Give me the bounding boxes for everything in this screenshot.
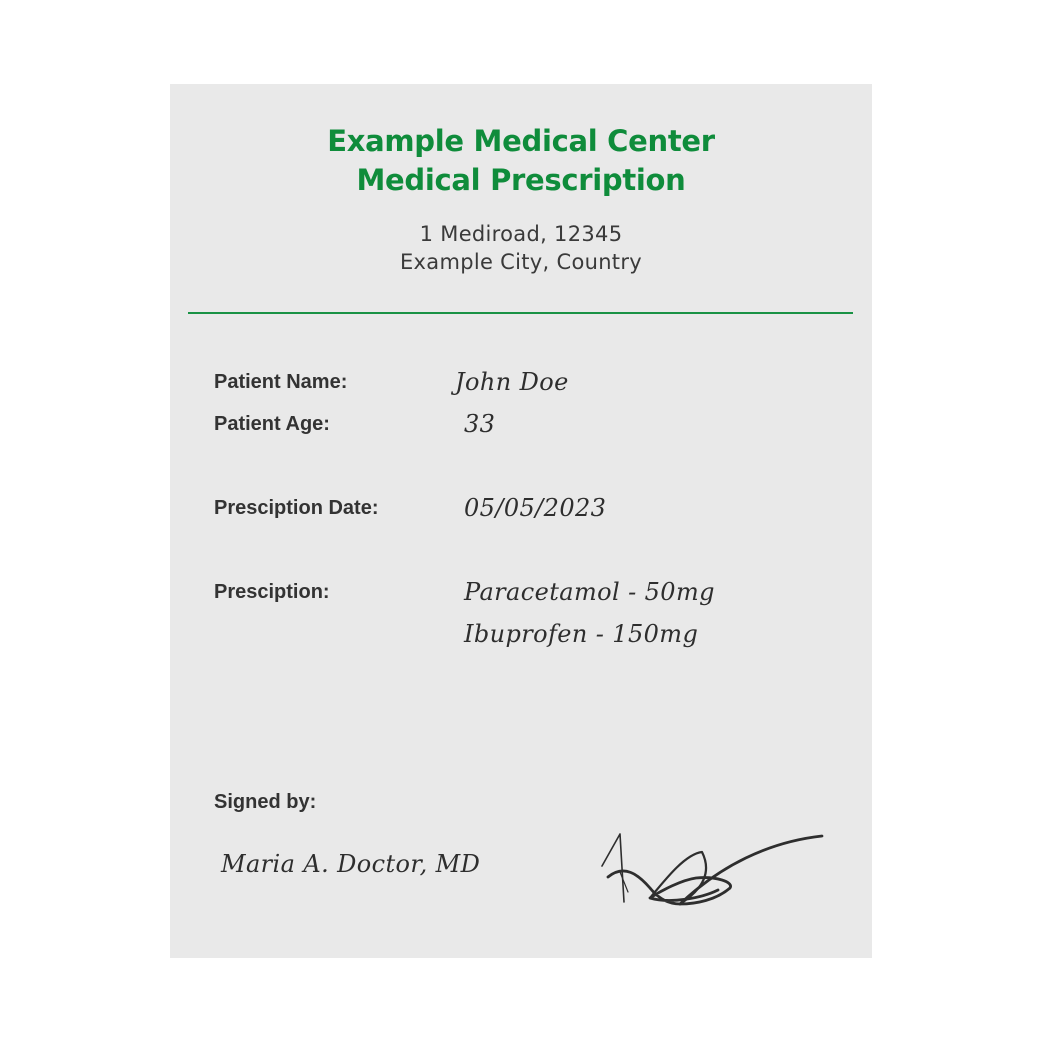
patient-name-value: John Doe [455, 368, 569, 396]
clinic-name: Example Medical Center [327, 124, 715, 158]
doctor-name: Maria A. Doctor, MD [221, 850, 481, 878]
prescription-sheet [170, 84, 872, 958]
document-title: Medical Prescription [356, 163, 686, 197]
patient-name-label: Patient Name: [214, 371, 348, 393]
header-divider [188, 312, 853, 314]
document-header [170, 122, 872, 276]
prescription-label: Presciption: [214, 581, 330, 603]
signature-scribble [598, 832, 824, 912]
prescription-item: Ibuprofen - 150mg [464, 620, 699, 648]
patient-age-label: Patient Age: [214, 413, 330, 435]
clinic-address [170, 220, 872, 276]
patient-age-value: 33 [464, 410, 496, 438]
prescription-date-value: 05/05/2023 [464, 494, 607, 522]
address-city: Example City, Country [399, 250, 643, 274]
address-street: 1 Mediroad, 12345 [419, 222, 623, 246]
prescription-date-label: Presciption Date: [214, 497, 379, 519]
prescription-item: Paracetamol - 50mg [464, 578, 715, 606]
signed-by-label: Signed by: [214, 791, 317, 813]
